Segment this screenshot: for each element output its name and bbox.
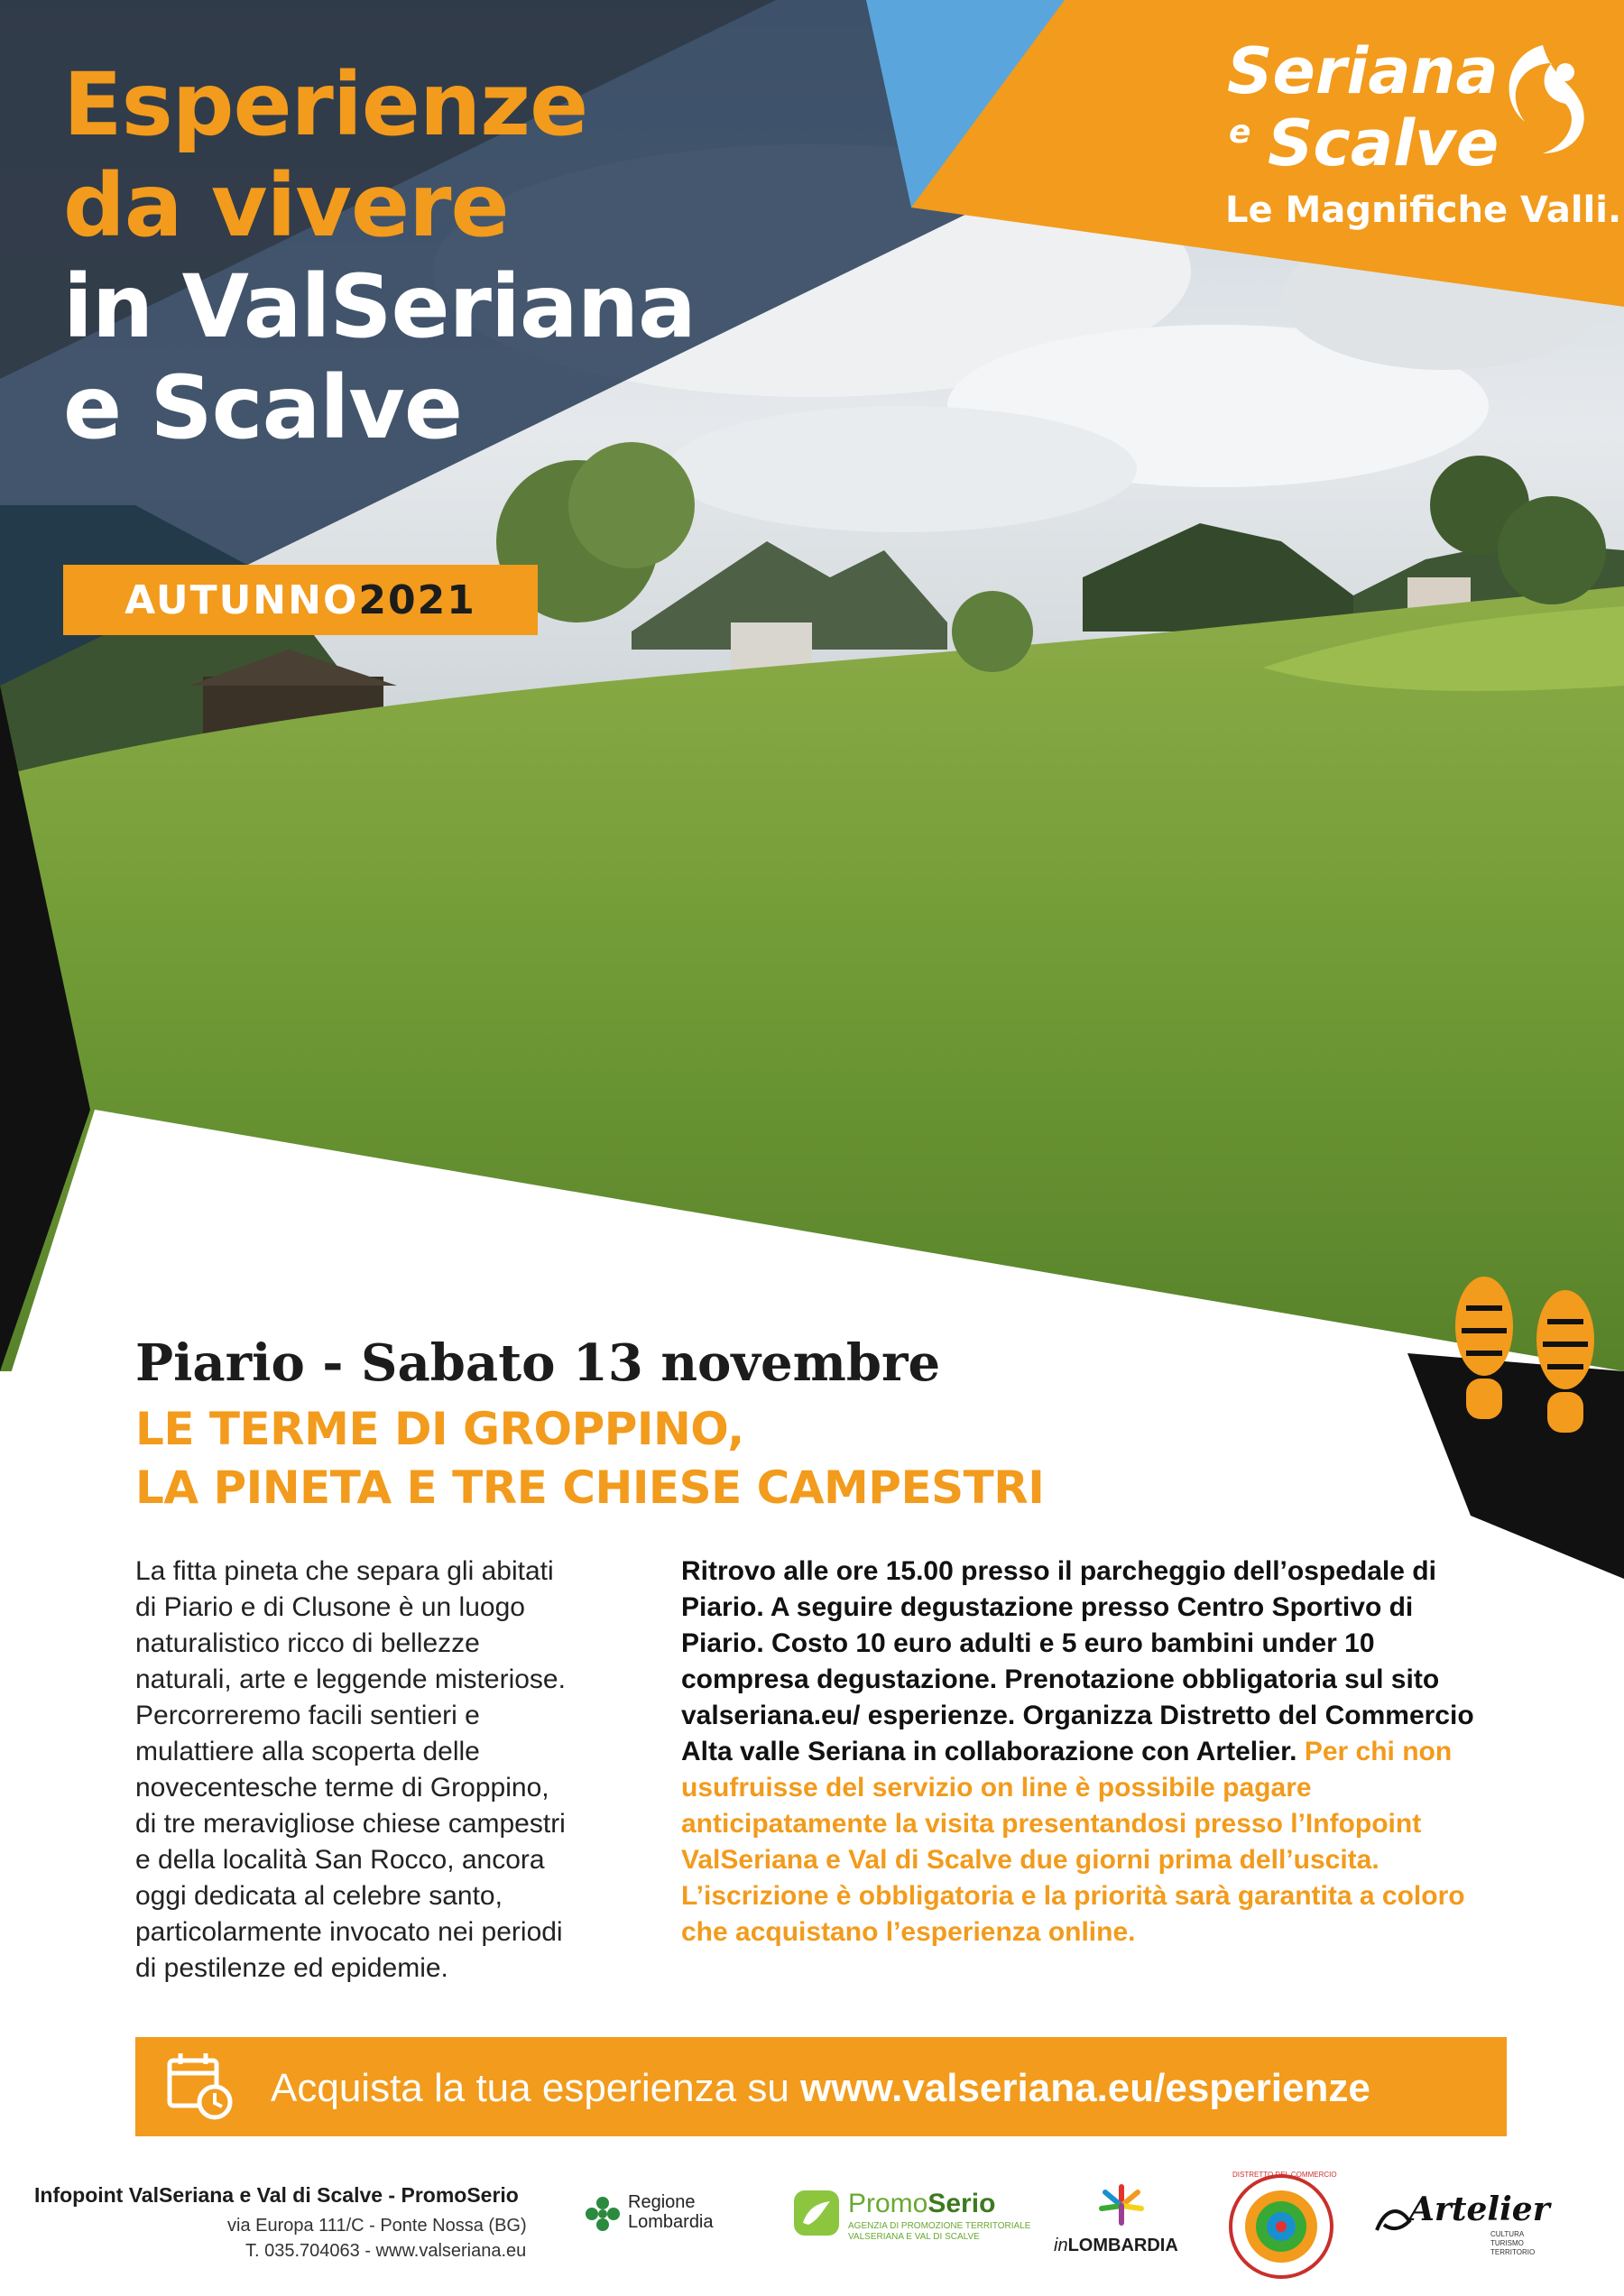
season-year: 2021 xyxy=(358,576,476,623)
logo-e: e xyxy=(1229,114,1251,151)
season-word: AUTUNNO xyxy=(125,576,359,623)
footer-org: Infopoint ValSeriana e Val di Scalve - PromoSerio xyxy=(34,2183,519,2207)
promoserio-logo xyxy=(792,2189,1031,2288)
cta-prefix: Acquista la tua esperienza su xyxy=(271,2066,801,2110)
artelier-swirl-icon xyxy=(1373,2203,1418,2239)
logo-scalve: Scalve xyxy=(1268,106,1499,180)
logo-tagline: Le Magnifiche Valli. xyxy=(1225,189,1622,231)
footprints-icon xyxy=(1435,1263,1615,1443)
inlombardia-logo xyxy=(1054,2183,1189,2282)
promoserio-wordmark xyxy=(848,2189,995,2219)
event-title-line-2: LA PINETA E TRE CHIESE CAMPESTRI xyxy=(135,1462,1045,1514)
promoserio-sub-1: AGENZIA DI PROMOZIONE TERRITORIALE xyxy=(848,2221,1031,2231)
headline-line-1: Esperienze xyxy=(63,54,588,155)
regione-lombardia-logo xyxy=(585,2192,747,2291)
regione-rose-icon xyxy=(585,2196,621,2232)
inlombardia-wordmark xyxy=(1054,2236,1178,2256)
season-badge xyxy=(63,565,538,635)
footer-address: via Europa 111/C - Ponte Nossa (BG) xyxy=(227,2216,527,2236)
distretto-commercio-logo xyxy=(1227,2172,1335,2272)
inlombardia-star-icon xyxy=(1094,2183,1149,2228)
event-date: Piario - Sabato 13 novembre xyxy=(135,1333,941,1393)
inlombardia-a: in xyxy=(1054,2236,1068,2255)
inlombardia-b: LOMBARDIA xyxy=(1067,2236,1178,2255)
event-description: La fitta pineta che separa gli abitati di Piario e di Clusone è un luogo naturalistico ricco di bellezze naturali, arte e leggende misteriose. Percorreremo facili sentieri e mulattiere alla scoperta delle novecentesche terme di Groppino, di tre meravigliose chiese campestri e della località San Rocco, ancora oggi dedicata al celebre santo, particolarmente invocato nei periodi di pestilenze ed epidemie. xyxy=(135,1556,566,1983)
headline-line-3: in ValSeriana xyxy=(63,256,696,357)
artelier-sub-2: TURISMO xyxy=(1490,2239,1524,2247)
logo-seriana: Seriana xyxy=(1227,34,1499,108)
distretto-text: DISTRETTO DEL COMMERCIO xyxy=(1232,2171,1337,2179)
regione-text-2: Lombardia xyxy=(628,2212,714,2232)
event-info xyxy=(681,1554,1475,1950)
promoserio-sub-2: VALSERIANA E VAL DI SCALVE xyxy=(848,2232,980,2242)
artelier-wordmark: Artelier xyxy=(1409,2190,1550,2228)
cta-url-link[interactable]: www.valseriana.eu/esperienze xyxy=(800,2066,1370,2110)
calendar-clock-icon xyxy=(164,2050,236,2122)
promoserio-word-b: Serio xyxy=(927,2189,996,2218)
headline-line-4: e Scalve xyxy=(63,357,462,458)
cta-text[interactable] xyxy=(271,2066,1370,2111)
event-info-main: Ritrovo alle ore 15.00 presso il parcheggio dell’ospedale di Piario. A seguire degustazione presso Centro Sportivo di Piario. Costo 10 euro adulti e 5 euro bambini under 10 compresa degustazione. Prenotazione obbligatoria sul sito valseriana.eu/ esperienze. Organizza Distretto del Commercio Alta valle Seriana in collaborazione con Artelier. xyxy=(681,1556,1474,1766)
headline-line-2: da vivere xyxy=(63,155,509,256)
artelier-logo xyxy=(1373,2190,1554,2290)
distretto-seal-icon xyxy=(1227,2172,1335,2281)
artelier-sub xyxy=(1490,2230,1535,2257)
promoserio-word-a: Promo xyxy=(848,2189,928,2218)
regione-text-1: Regione xyxy=(628,2192,696,2212)
promoserio-mark-icon xyxy=(792,2189,841,2237)
artelier-sub-1: CULTURA xyxy=(1490,2230,1525,2238)
footer-contact: T. 035.704063 - www.valseriana.eu xyxy=(245,2241,527,2261)
logo-emblem-icon xyxy=(1489,36,1597,162)
event-info-orange: Per chi non usufruisse del servizio on line è possibile pagare anticipatamente la visita presentandosi presso l’Infopoint ValSeriana e Val di Scalve due giorni prima dell’uscita. L’iscrizione è obbligatoria e la priorità sarà garantita a coloro che acquistano l’esperienza online. xyxy=(681,1737,1465,1947)
artelier-sub-3: TERRITORIO xyxy=(1490,2248,1536,2256)
event-title-line-1: LE TERME DI GROPPINO, xyxy=(135,1403,744,1455)
